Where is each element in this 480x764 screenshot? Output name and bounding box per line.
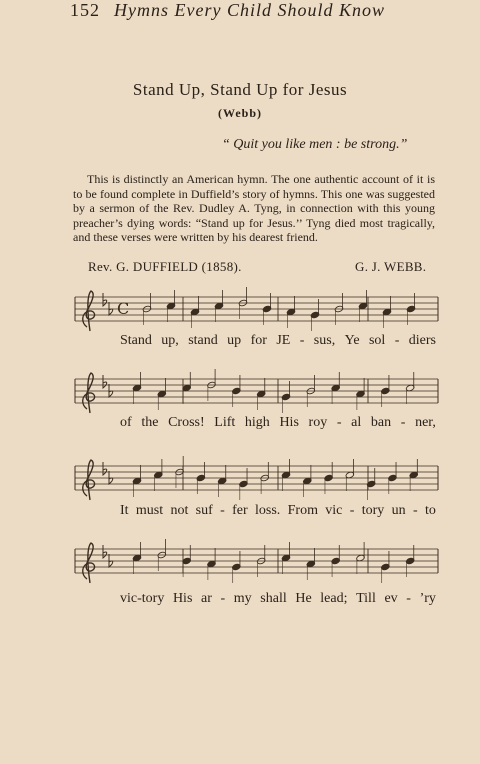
page-number: 152	[70, 0, 100, 20]
lyric-syllable: -	[394, 333, 400, 348]
lyric-line-2	[120, 415, 436, 431]
lyric-syllable: the	[141, 415, 159, 430]
lyric-line-1	[120, 333, 436, 349]
lyric-line-3	[120, 503, 436, 519]
lyric-syllable: Till	[356, 591, 376, 606]
lyric-syllable: not	[170, 503, 189, 518]
lyric-syllable: ’ry	[419, 591, 436, 606]
intro-text: This is distinctly an American hymn. The one authentic account of it is to be found complete in Duffield’s story of hymns. This one was suggested by a sermon of the Rev. Dudley A. Tyng, in connection with this young preacher’s dying words: “Stand up for Jesus.’’ Tyng died most tragically, and these verses were written by his dearest friend.	[73, 172, 435, 245]
hymn-title: Stand Up, Stand Up for Jesus	[132, 80, 348, 99]
common-time-icon: C	[117, 299, 130, 318]
lyric-syllable: -	[220, 503, 225, 518]
author-credit: Rev. G. DUFFIELD (1858).	[88, 259, 242, 274]
lyric-syllable: -	[400, 415, 406, 430]
music-staff-2	[73, 373, 440, 417]
lyric-syllable: tory	[361, 503, 385, 518]
lyric-syllable: Cross!	[168, 415, 205, 430]
lyric-syllable: loss.	[255, 503, 281, 518]
lyric-syllable: ar	[201, 591, 212, 606]
lyric-syllable: shall	[260, 591, 287, 606]
lyric-syllable: sol	[368, 333, 386, 348]
flat-icon	[109, 471, 113, 484]
lyric-syllable: up,	[161, 333, 179, 348]
book-title: Hymns Every Child Should Know	[114, 0, 385, 20]
lyric-syllable: Stand	[120, 333, 152, 348]
composer-credit: G. J. WEBB.	[355, 259, 427, 274]
lyric-syllable: to	[424, 503, 436, 518]
lyric-syllable: His	[279, 415, 299, 430]
flat-icon	[109, 554, 113, 567]
lyric-syllable: -	[336, 415, 342, 430]
lyric-syllable: It	[120, 503, 129, 518]
music-staff-3	[73, 460, 440, 504]
flat-icon	[103, 293, 107, 306]
lyric-syllable: my	[233, 591, 252, 606]
lyric-syllable: for	[250, 333, 267, 348]
flat-icon	[103, 545, 107, 558]
flat-icon	[109, 302, 113, 315]
intro-paragraph	[73, 172, 435, 245]
lyric-syllable: al	[351, 415, 362, 430]
lyric-syllable: suf	[195, 503, 213, 518]
lyric-syllable: un	[391, 503, 406, 518]
lyric-syllable: must	[135, 503, 164, 518]
flat-icon	[103, 375, 107, 388]
lyric-syllable: -	[349, 503, 355, 518]
lyric-syllable: -	[412, 503, 418, 518]
lyric-syllable: His	[172, 591, 193, 606]
lyric-syllable: ner,	[415, 415, 436, 430]
running-header	[70, 0, 385, 21]
lyric-syllable: JE	[276, 333, 291, 348]
lyric-syllable: high	[244, 415, 270, 430]
lyric-syllable: ev	[384, 591, 398, 606]
lyric-syllable: Lift	[214, 415, 236, 430]
lyric-syllable: -	[299, 333, 305, 348]
lyric-syllable: roy	[308, 415, 328, 430]
lyric-syllable: stand	[188, 333, 218, 348]
lyric-syllable: He	[295, 591, 312, 606]
lyric-syllable: -	[220, 591, 226, 606]
flat-icon	[109, 384, 113, 397]
lyric-syllable: fer	[232, 503, 248, 518]
lyric-syllable: -	[406, 591, 411, 606]
epigraph: “ Quit you like men : be strong.”	[222, 137, 408, 152]
lyric-syllable: lead;	[320, 591, 348, 606]
lyric-syllable: ban	[370, 415, 392, 430]
lyric-syllable: Ye	[344, 333, 360, 348]
lyric-syllable: up	[227, 333, 242, 348]
lyric-syllable: of	[120, 415, 132, 430]
lyric-syllable: sus,	[313, 333, 336, 348]
lyric-line-4	[120, 591, 436, 607]
music-staff-1	[73, 291, 440, 335]
lyric-syllable: vic-tory	[120, 591, 165, 606]
lyric-syllable: diers	[408, 333, 436, 348]
lyric-syllable: vic	[325, 503, 343, 518]
lyric-syllable: From	[287, 503, 318, 518]
flat-icon	[103, 462, 107, 475]
tune-name: (Webb)	[217, 106, 262, 120]
music-staff-4	[73, 543, 440, 587]
